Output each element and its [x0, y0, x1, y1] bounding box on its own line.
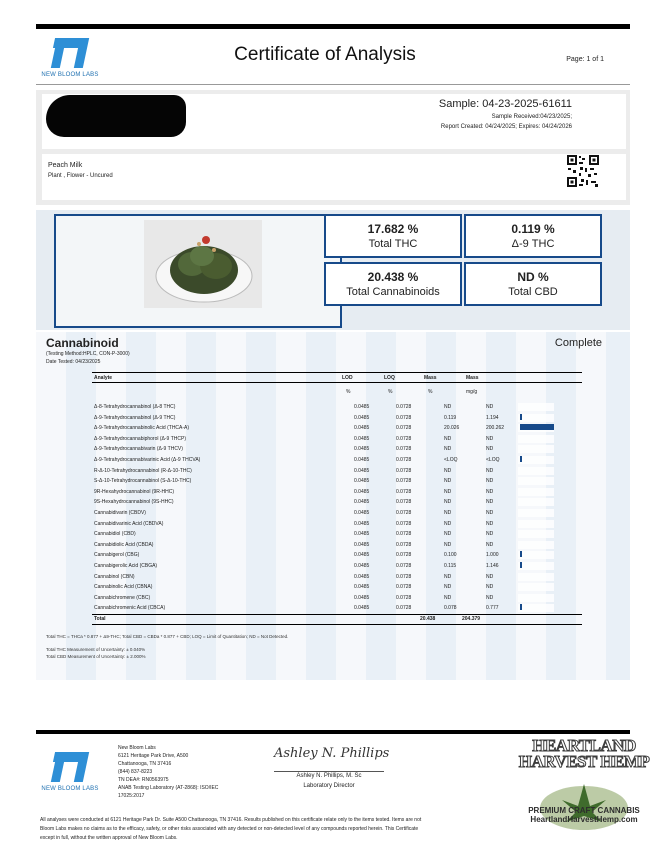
addr-line: (844) 837-8223 — [118, 769, 153, 775]
bar-track — [518, 456, 554, 464]
mass-mgg-value: ND — [486, 404, 494, 410]
lod-value: 0.0485 — [354, 414, 370, 421]
analyte-name: Cannabinol (CBN) — [94, 573, 135, 580]
bar-track — [518, 403, 554, 411]
cbd-uncertainty: Total CBD Measurement of Uncertainty: ± 2.000% — [46, 654, 146, 659]
table-row — [92, 476, 572, 486]
unit-lod: % — [346, 389, 351, 395]
mass-mgg-value: 1.194 — [486, 414, 499, 421]
bar-track — [518, 488, 554, 496]
loq-value: 0.0728 — [396, 404, 412, 410]
analyte-name: Cannabichromenic Acid (CBCA) — [94, 605, 166, 612]
redaction-block — [46, 95, 186, 137]
loq-value: 0.0728 — [396, 584, 412, 591]
cannabinoid-status: Complete — [554, 337, 602, 349]
signer-title: Laboratory Director — [303, 783, 355, 789]
analyte-name: S-Δ-10-Tetrahydrocannabinol (S-Δ-10-THC) — [94, 478, 192, 485]
analyte-name: Cannabidivarin (CBDV) — [94, 510, 146, 516]
bar-track — [518, 562, 554, 570]
bar-track — [518, 435, 554, 443]
mass-pct-value: ND — [444, 594, 452, 601]
mass-mgg-value: ND — [486, 531, 494, 538]
concentration-bar — [520, 424, 554, 430]
table-row — [92, 550, 572, 560]
total-cannabinoids-value: 20.438 % — [367, 270, 419, 284]
product-type: Plant , Flower - Uncured — [48, 173, 113, 179]
lod-value: 0.0485 — [354, 404, 370, 410]
loq-value: 0.0728 — [396, 573, 412, 580]
lod-value: 0.0485 — [354, 552, 370, 559]
header-divider — [36, 84, 630, 85]
bar-track — [518, 520, 554, 528]
mass-mgg-value: ND — [486, 584, 494, 591]
lod-value: 0.0485 — [354, 499, 370, 506]
lod-value: 0.0485 — [354, 605, 370, 612]
mass-pct-value: ND — [444, 531, 452, 538]
table-row — [92, 540, 572, 550]
addr-line: 17025:2017 — [118, 793, 145, 799]
mass-mgg-value: ND — [486, 467, 494, 474]
loq-value: 0.0728 — [396, 499, 412, 506]
lab-logo — [38, 38, 102, 78]
mass-pct-value: 0.078 — [444, 605, 457, 612]
lod-value: 0.0485 — [354, 435, 370, 442]
bar-track — [518, 445, 554, 453]
mass-mgg-value: 1.000 — [486, 552, 499, 559]
bar-track — [518, 477, 554, 485]
watermark-line3: PREMIUM CRAFT CANNABIS — [528, 806, 640, 815]
col-lod: LOD — [342, 375, 353, 381]
loq-value: 0.0728 — [396, 605, 412, 612]
disclaimer-line: Bloom Labs makes no claims as to the efficacy, safety, or other risks associated with any detected or non-detected level of any compounds reported herein. This Certificate — [40, 826, 419, 832]
unit-mass-mgg: mg/g — [466, 389, 478, 395]
bar-track — [518, 541, 554, 549]
signer-name: Ashley N. Phillips, M. Sc — [296, 773, 362, 779]
lod-value: 0.0485 — [354, 520, 370, 527]
table-row — [92, 487, 572, 497]
signature-line — [274, 771, 384, 772]
mass-pct-value: 20.026 — [444, 425, 460, 432]
disclaimer-line: All analyses were conducted at 6121 Heritage Park Dr. Suite A500 Chattanooga, TN 37416. Results published on this certificate relate only to the items tested. Items are not — [40, 817, 422, 823]
mass-pct-value: ND — [444, 520, 452, 527]
lod-value: 0.0485 — [354, 488, 370, 495]
concentration-bar — [520, 551, 522, 557]
mass-mgg-value: <LOQ — [486, 457, 500, 463]
col-mass-mgg: Mass — [466, 375, 479, 381]
bar-track — [518, 498, 554, 506]
mass-mgg-value: ND — [486, 594, 494, 601]
bar-track — [518, 530, 554, 538]
lod-value: 0.0485 — [354, 584, 370, 591]
addr-line: ANAB Testing Laboratory (AT-2868): ISO/IEC — [118, 785, 219, 791]
sample-photo-panel — [54, 214, 342, 328]
loq-value: 0.0728 — [396, 531, 412, 538]
analyte-name: 9S-Hexahydrocannabinol (9S-HHC) — [94, 499, 174, 506]
total-thc-value: 17.682 % — [367, 222, 419, 236]
table-row — [92, 593, 572, 603]
total-cbd-value: ND % — [517, 270, 549, 284]
mass-pct-value: ND — [444, 541, 452, 548]
table-row — [92, 529, 572, 539]
mass-pct-value: ND — [444, 435, 452, 442]
disclaimer-line: except in full, without the written approval of New Bloom Labs. — [40, 835, 178, 841]
mass-pct-value: ND — [444, 446, 452, 453]
lod-value: 0.0485 — [354, 457, 370, 463]
mass-mgg-value: ND — [486, 573, 494, 580]
total-mgg: 204.379 — [462, 616, 481, 622]
table-row — [92, 497, 572, 507]
analyte-name: Cannabidivarinic Acid (CBDVA) — [94, 520, 164, 527]
table-row — [92, 434, 572, 444]
analyte-name: Cannabigerol (CBG) — [94, 552, 140, 559]
loq-value: 0.0728 — [396, 467, 412, 474]
loq-value: 0.0728 — [396, 541, 412, 548]
concentration-bar — [520, 604, 522, 610]
analyte-name: Δ-9-Tetrahydrocannabinol (Δ-9 THC) — [94, 414, 176, 421]
total-cannabinoids-label: Total Cannabinoids — [346, 286, 440, 298]
disclaimer — [40, 816, 560, 843]
bar-track — [518, 467, 554, 475]
analyte-name: Δ-8-Tetrahydrocannabinol (Δ-8 THC) — [94, 404, 176, 410]
total-thc-card — [324, 214, 462, 258]
analyte-name: Δ-9-Tetrahydrocannabinolic Acid (THCA-A) — [94, 425, 190, 432]
bar-track — [518, 509, 554, 517]
sample-photo — [144, 220, 262, 308]
mass-mgg-value: 1.146 — [486, 563, 499, 569]
total-cannabinoids-card — [324, 262, 462, 306]
table-row — [92, 423, 572, 433]
d9-thc-value: 0.119 % — [511, 222, 555, 236]
mass-pct-value: ND — [444, 478, 452, 485]
mass-mgg-value: ND — [486, 478, 494, 485]
watermark-line4: HeartlandHarvestHemp.com — [530, 815, 638, 824]
loq-value: 0.0728 — [396, 488, 412, 495]
mass-mgg-value: ND — [486, 499, 494, 506]
mass-pct-value: ND — [444, 584, 452, 591]
cannabinoid-heading: Cannabinoid — [46, 336, 119, 350]
qr-code-icon[interactable] — [566, 154, 600, 188]
sample-id: Sample: 04-23-2025-61611 — [438, 98, 572, 110]
mass-mgg-value: ND — [486, 520, 494, 527]
table-bottom-rule — [92, 624, 582, 625]
table-row — [92, 508, 572, 518]
analyte-name: Cannabidiol (CBD) — [94, 531, 136, 538]
lod-value: 0.0485 — [354, 594, 370, 601]
signature: Ashley N. Phillips — [274, 746, 390, 761]
total-label: Total — [94, 616, 106, 622]
addr-line: 6121 Heritage Park Drive, A500 — [118, 753, 189, 759]
product-box — [42, 154, 626, 200]
bar-track — [518, 604, 554, 612]
footer-rule — [36, 730, 630, 734]
heartland-watermark — [512, 736, 656, 856]
page-title: Certificate of Analysis — [234, 44, 416, 65]
loq-value: 0.0728 — [396, 425, 412, 432]
sample-received: Sample Received:04/23/2025; — [491, 114, 572, 120]
table-row — [92, 402, 572, 412]
mass-mgg-value: ND — [486, 435, 494, 442]
mass-mgg-value: ND — [486, 446, 494, 453]
mass-pct-value: 0.115 — [444, 563, 457, 569]
lod-value: 0.0485 — [354, 531, 370, 538]
loq-value: 0.0728 — [396, 510, 412, 516]
date-tested: Date Tested: 04/23/2025 — [46, 359, 101, 365]
loq-value: 0.0728 — [396, 435, 412, 442]
lod-value: 0.0485 — [354, 541, 370, 548]
thc-uncertainty: Total THC Measurement of Uncertainty: ± 0.040% — [46, 647, 146, 652]
mass-pct-value: ND — [444, 573, 452, 580]
table-row — [92, 572, 572, 582]
footer-logo-text: NEW BLOOM LABS — [41, 786, 99, 792]
coa-page — [22, 14, 628, 850]
mass-mgg-value: 200.262 — [486, 425, 505, 432]
analyte-name: R-Δ-10-Tetrahydrocannabinol (R-Δ-10-THC) — [94, 467, 192, 474]
watermark-line2: HARVEST HEMP — [518, 752, 650, 771]
concentration-bar — [520, 456, 522, 462]
top-rule — [36, 24, 630, 29]
lod-value: 0.0485 — [354, 573, 370, 580]
loq-value: 0.0728 — [396, 446, 412, 453]
watermark-line1: HEARTLAND — [532, 736, 636, 755]
lab-logo-mark — [50, 38, 90, 70]
total-cbd-label: Total CBD — [508, 286, 558, 298]
table-row — [92, 519, 572, 529]
loq-value: 0.0728 — [396, 594, 412, 601]
concentration-bar — [520, 562, 522, 568]
unit-loq: % — [388, 389, 393, 395]
total-row — [92, 614, 572, 624]
mass-pct-value: 0.119 — [444, 414, 457, 421]
table-row — [92, 413, 572, 423]
d9-thc-label: Δ-9 THC — [511, 238, 555, 250]
lod-value: 0.0485 — [354, 510, 370, 516]
loq-value: 0.0728 — [396, 414, 412, 421]
bar-track — [518, 573, 554, 581]
table-row — [92, 466, 572, 476]
bar-track — [518, 594, 554, 602]
table-row — [92, 561, 572, 571]
mass-pct-value: ND — [444, 467, 452, 474]
analyte-name: Cannabigerolic Acid (CBGA) — [94, 563, 158, 569]
loq-value: 0.0728 — [396, 457, 412, 463]
mass-mgg-value: 0.777 — [486, 605, 499, 612]
loq-value: 0.0728 — [396, 552, 412, 559]
bar-track — [518, 583, 554, 591]
col-mass-pct: Mass — [424, 375, 437, 381]
mass-mgg-value: ND — [486, 541, 494, 548]
table-top-rule — [92, 372, 582, 373]
loq-value: 0.0728 — [396, 520, 412, 527]
total-cbd-card — [464, 262, 602, 306]
mass-mgg-value: ND — [486, 488, 494, 495]
bar-track — [518, 551, 554, 559]
col-analyte: Analyte — [94, 375, 113, 381]
analyte-name: Δ-9-Tetrahydrocannabivarinic Acid (Δ-9 THCVA) — [94, 457, 201, 463]
table-header-rule — [92, 382, 582, 383]
mass-pct-value: <LOQ — [444, 457, 458, 463]
mass-pct-value: ND — [444, 499, 452, 506]
mass-mgg-value: ND — [486, 510, 494, 516]
analyte-name: 9R-Hexahydrocannabinol (9R-HHC) — [94, 488, 175, 495]
footer-logo-mark — [50, 752, 90, 784]
page-number: Page: 1 of 1 — [566, 56, 604, 63]
testing-method: (Testing Method:HPLC, CON-P-3000) — [46, 351, 130, 357]
lod-value: 0.0485 — [354, 446, 370, 453]
analyte-name: Cannabinolic Acid (CBNA) — [94, 584, 153, 591]
lod-value: 0.0485 — [354, 563, 370, 569]
concentration-bar — [520, 414, 522, 420]
mass-pct-value: ND — [444, 404, 452, 410]
loq-value: 0.0728 — [396, 563, 412, 569]
bar-track — [518, 414, 554, 422]
analyte-name: Cannabidiolic Acid (CBDA) — [94, 541, 154, 548]
formula-note: Total THC = THCa * 0.877 + Δ9-THC; Total CBD = CBDa * 0.877 + CBD; LOQ = Limit of Quantitation; ND = Not Detected. — [46, 634, 289, 639]
unit-mass-pct: % — [428, 389, 433, 395]
table-row — [92, 582, 572, 592]
lod-value: 0.0485 — [354, 467, 370, 474]
table-row — [92, 444, 572, 454]
mass-pct-value: 0.100 — [444, 552, 457, 559]
analyte-name: Cannabichromene (CBC) — [94, 594, 151, 601]
lod-value: 0.0485 — [354, 478, 370, 485]
lab-address — [118, 744, 218, 800]
d9-thc-card — [464, 214, 602, 258]
total-pct: 20.438 — [420, 616, 436, 622]
analyte-name: Δ-9-Tetrahydrocannabiphorol (Δ-9 THCP) — [94, 435, 186, 442]
lod-value: 0.0485 — [354, 425, 370, 432]
col-loq: LOQ — [384, 375, 395, 381]
table-row — [92, 603, 572, 613]
table-row — [92, 455, 572, 465]
addr-line: Chattanooga, TN 37416 — [118, 761, 172, 767]
lab-logo-text: NEW BLOOM LABS — [41, 72, 99, 78]
addr-line: New Bloom Labs — [118, 745, 156, 751]
product-name: Peach Milk — [48, 162, 83, 169]
footer-logo — [38, 752, 102, 792]
report-created: Report Created: 04/24/2025; Expires: 04/24/2026 — [440, 124, 572, 130]
mass-pct-value: ND — [444, 488, 452, 495]
total-thc-label: Total THC — [368, 238, 418, 250]
loq-value: 0.0728 — [396, 478, 412, 485]
analyte-name: Δ-9-Tetrahydrocannabivarin (Δ-9 THCV) — [94, 446, 183, 453]
mass-pct-value: ND — [444, 510, 452, 516]
addr-line: TN DEA#: RN0563975 — [118, 777, 169, 783]
